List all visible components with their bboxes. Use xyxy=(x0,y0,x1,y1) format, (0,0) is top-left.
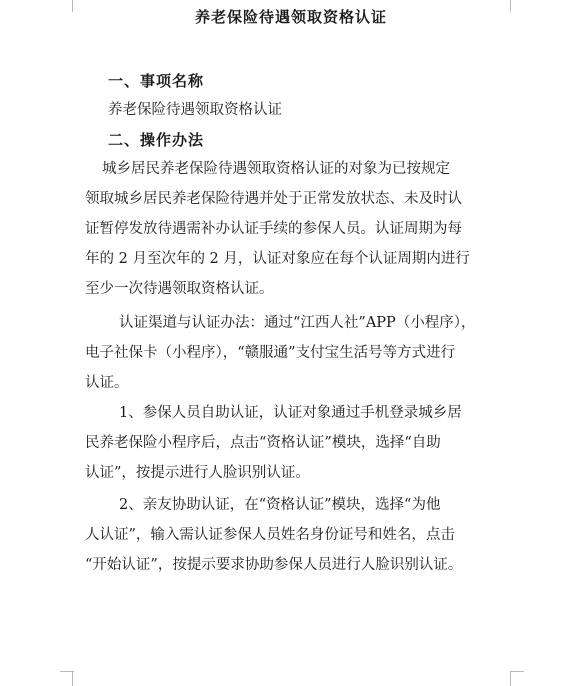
para3-line1: 1、参保人员自助认证，认证对象通过手机登录城乡居 xyxy=(119,405,462,421)
para2-line2: 电子社保卡（小程序），“赣服通”支付宝生活号等方式进行 xyxy=(85,345,456,361)
para4-line3: “开始认证”，按提示要求协助参保人员进行人脸识别认证。 xyxy=(85,557,463,573)
para2-line1: 认证渠道与认证办法：通过“江西人社”APP（小程序）， xyxy=(119,315,476,331)
para1-line4: 年的 2 月至次年的 2 月，认证对象应在每个认证周期内进行 xyxy=(85,251,470,267)
section-heading-procedure: 二、操作办法 xyxy=(108,131,205,149)
section-heading-item-name: 一、事项名称 xyxy=(108,72,205,90)
item-name-text: 养老保险待遇领取资格认证 xyxy=(108,102,282,118)
para1-line2: 领取城乡居民养老保险待遇并处于正常发放状态、未及时认 xyxy=(85,191,462,207)
para1-line1: 城乡居民养老保险待遇领取资格认证的对象为已按规定 xyxy=(102,161,450,177)
crop-mark-bottom-left-h xyxy=(60,671,74,672)
para4-line2: 人认证”，输入需认证参保人员姓名身份证号和姓名，点击 xyxy=(85,527,455,543)
para1-line5: 至少一次待遇领取资格认证。 xyxy=(85,281,274,297)
para3-line3: 认证”，按提示进行人脸识别认证。 xyxy=(85,465,310,481)
para3-line2: 民养老保险小程序后，点击“资格认证”模块，选择“自助 xyxy=(85,435,441,451)
document-title: 养老保险待遇领取资格认证 xyxy=(194,8,387,26)
para2-line3: 认证。 xyxy=(85,375,129,391)
para1-line3: 证暂停发放待遇需补办认证手续的参保人员。认证周期为每 xyxy=(85,221,462,237)
para4-line1: 2、亲友协助认证，在“资格认证”模块，选择“为他 xyxy=(119,497,441,513)
crop-mark-bottom-right-h xyxy=(510,671,524,672)
